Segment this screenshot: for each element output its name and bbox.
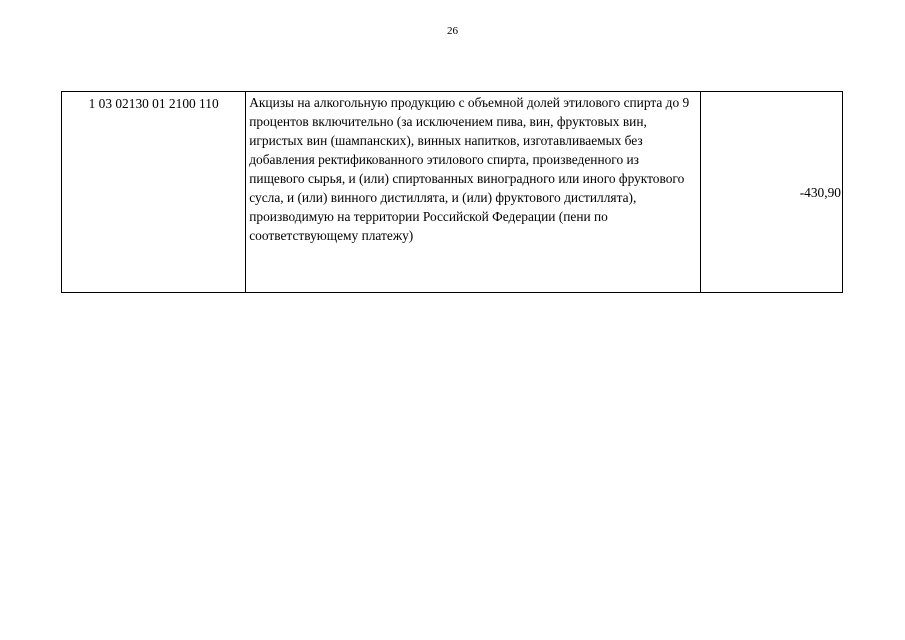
- revenue-name-cell: [246, 92, 701, 293]
- amount-cell: [700, 92, 842, 293]
- revenue-description: Акцизы на алкогольную продукцию с объемной долей этилового спирта до 9 процентов включительно (за исключением пива, вин, фруктовых вин, игристых вин (шампанских), винных напитков, изготавливаемых без добавления ректификованного этилового спирта, произведенного из пищевого сырья, и (или) спиртованных виноградного или иного фруктового сусла, и (или) винного дистиллята, и (или) фруктового дистиллята), производимую на территории Российской Федерации (пени по соответствующему платежу): [249, 95, 690, 243]
- budget-classification-code: 1 03 02130 01 2100 110: [88, 96, 219, 111]
- amount-value: -430,90: [799, 184, 841, 200]
- table-row: [62, 92, 843, 293]
- page-number: 26: [447, 25, 458, 37]
- budget-code-cell: [62, 92, 246, 293]
- budget-table: [61, 91, 843, 293]
